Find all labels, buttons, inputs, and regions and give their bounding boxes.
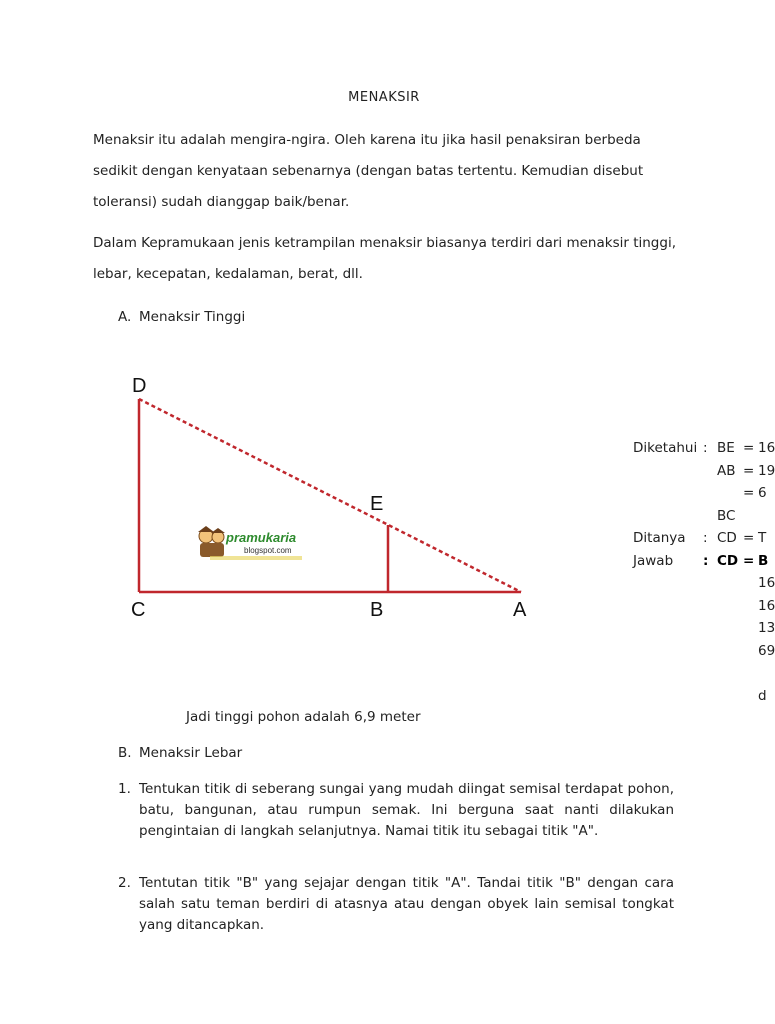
- page-title: MENAKSIR: [348, 90, 420, 105]
- value-cd: T: [758, 530, 767, 546]
- scout-hat-2: [211, 528, 225, 533]
- term-be: BE: [717, 440, 735, 456]
- equals: =: [743, 440, 755, 456]
- paragraph-definition: Menaksir itu adalah mengira-ngira. Oleh karena itu jika hasil penaksiran berbeda sedikit dengan kenyataan sebenarnya (dengan batas tertentu. Kemudian disebut toleransi) sudah dianggap baik/benar.: [93, 132, 644, 210]
- section-letter: A.: [118, 309, 132, 325]
- list-number: 1.: [118, 781, 131, 797]
- calc-line-2: 16: [758, 597, 775, 614]
- point-label-b: B: [370, 599, 384, 621]
- term-b-bold: B: [758, 552, 769, 569]
- value-ab: 19: [758, 462, 775, 479]
- colon: :: [703, 440, 708, 456]
- term-cd-bold: CD: [717, 552, 739, 569]
- list-text: Tentutan titik "B" yang sejajar dengan titik "A". Tandai titik "B" dengan cara salah satu teman berdiri di atasnya atau dengan obyek lain semisal tongkat yang ditancapkan.: [139, 875, 674, 933]
- colon: :: [703, 552, 709, 569]
- watermark-strip: [210, 556, 302, 560]
- section-label: Menaksir Tinggi: [139, 309, 246, 325]
- value-be: 16: [758, 440, 775, 456]
- conclusion-text: Jadi tinggi pohon adalah 6,9 meter: [186, 709, 421, 725]
- watermark-site: blogspot.com: [244, 546, 292, 555]
- label-jawab: Jawab: [633, 552, 674, 569]
- equals: =: [743, 530, 755, 546]
- list-item: [118, 873, 674, 936]
- point-label-a: A: [513, 599, 527, 621]
- list-text: Tentukan titik di seberang sungai yang mudah diingat semisal terdapat pohon, batu, bangunan, atau rumpun semak. Ini berguna saat nanti dilakukan pengintaian di langkah selanjutnya. Namai titik itu sebagai titik "A".: [139, 781, 674, 839]
- term-ab: AB: [717, 462, 736, 479]
- label-diketahui: Diketahui: [633, 440, 698, 456]
- watermark-logo: [198, 526, 302, 560]
- equals: =: [743, 485, 755, 501]
- term-bc: BC: [717, 507, 736, 524]
- calc-line-4: 69: [758, 642, 775, 659]
- list-number: 2.: [118, 875, 131, 891]
- line-da-dashed: [139, 399, 521, 592]
- watermark-name: pramukaria: [226, 530, 297, 545]
- calc-line-5: d: [758, 687, 767, 704]
- label-ditanya: Ditanya: [633, 530, 686, 546]
- value-third: 6: [758, 485, 767, 501]
- height-estimation-diagram: [120, 368, 540, 638]
- scout-hat-1: [198, 526, 214, 532]
- paragraph-types: Dalam Kepramukaan jenis ketrampilan menaksir biasanya terdiri dari menaksir tinggi, lebar, kecepatan, kedalaman, berat, dll.: [93, 235, 676, 282]
- section-heading-b: [118, 745, 242, 761]
- point-label-d: D: [132, 375, 147, 397]
- calc-line-1: 16: [758, 575, 775, 591]
- list-item: [118, 779, 674, 842]
- scout-body: [200, 543, 224, 557]
- section-label: Menaksir Lebar: [139, 745, 243, 761]
- point-label-c: C: [131, 599, 146, 621]
- calc-line-3: 13: [758, 620, 775, 636]
- colon: :: [703, 530, 708, 546]
- section-letter: B.: [118, 745, 132, 761]
- section-heading-a: [118, 309, 245, 325]
- point-label-e: E: [370, 493, 384, 515]
- equals-bold: =: [743, 552, 755, 569]
- equals: =: [743, 462, 755, 479]
- term-cd: CD: [717, 530, 737, 546]
